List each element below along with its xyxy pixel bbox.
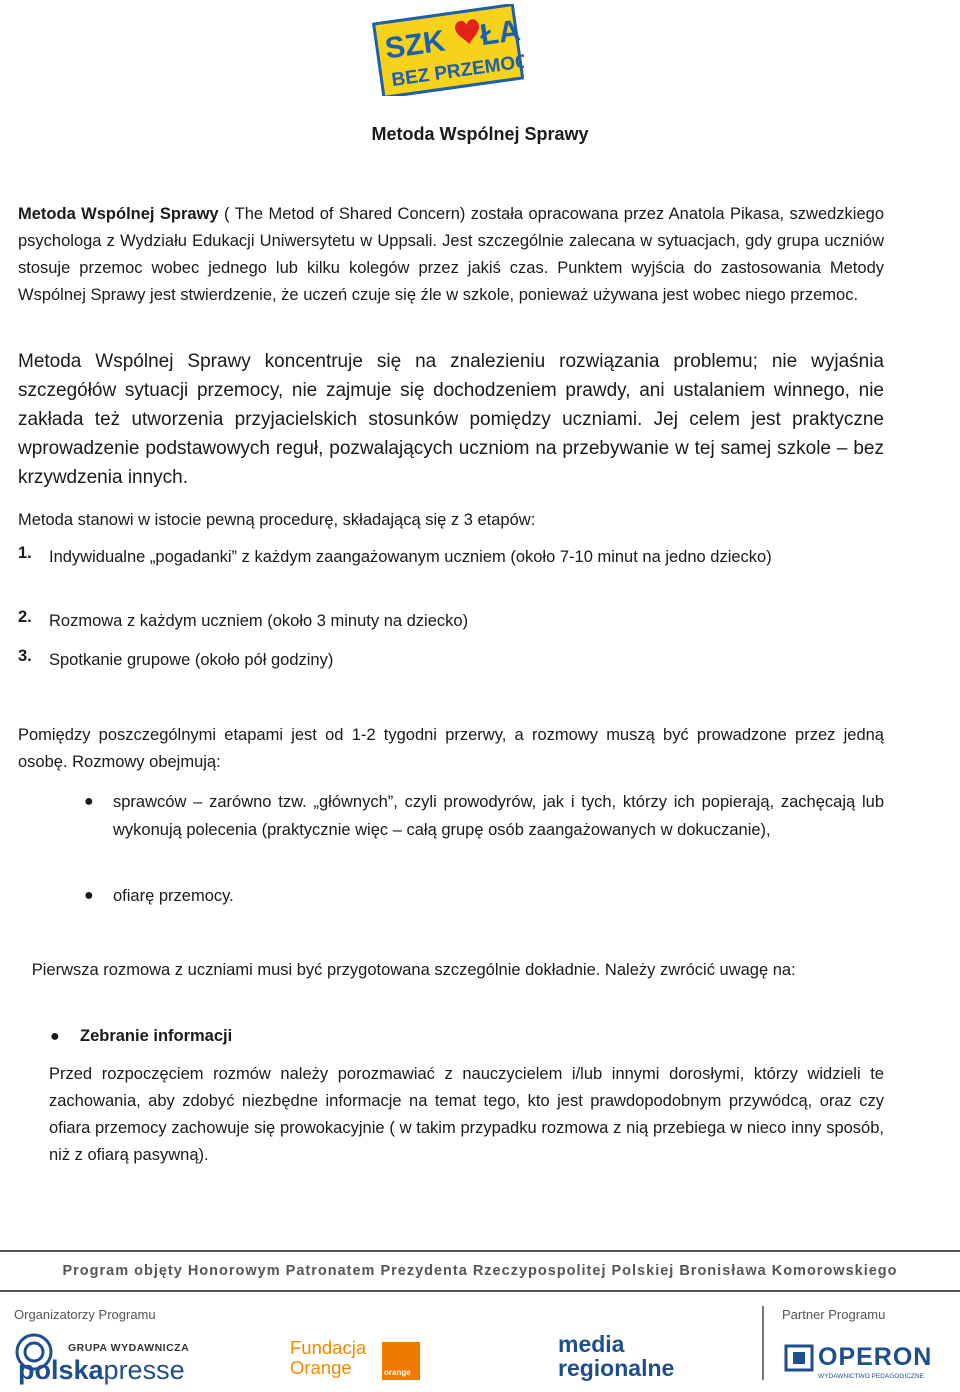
page-title: Metoda Wspólnej Sprawy [371,124,589,144]
polskapresse-logo: GRUPA WYDAWNICZA polskapresse [14,1330,214,1386]
operon-logo: OPERON WYDAWNICTWO PEDAGOGICZNE [784,1340,954,1388]
partner-label: Partner Programu [782,1307,886,1322]
stage-number: 2. [18,608,32,626]
organizers-label: Organizatorzy Programu [14,1307,156,1322]
operon-emblem-icon [784,1344,814,1372]
intro-paragraph [18,201,884,309]
svg-text:ŁA: ŁA [478,13,523,53]
patronage-text: Program objęty Honorowym Patronatem Prezydenta Rzeczypospolitej Polskiej Bronisława Komorowskiego [62,1263,898,1279]
stage-item: Rozmowa z każdym uczniem (około 3 minuty na dziecko) [49,612,469,630]
svg-text:SZK: SZK [382,24,447,66]
stage-number: 1. [18,544,32,562]
method-description-paragraph: Metoda Wspólnej Sprawy koncentruje się na znalezieniu rozwiązania problemu; nie wyjaśnia szczegółów sytuacji przemocy, nie zajmuje się dochodzeniem prawdy, ani ustalaniem winnego, nie zakłada też utworzenia przyjacielskich stosunków pomiędzy uczniami. Jej celem jest praktyczne wprowadzenie podstawowych reguł, pozwalających uczniom na przebywanie w tej samej szkole – bez krzywdzenia innych. [18,351,884,488]
stage-item: Spotkanie grupowe (około pół godziny) [49,651,334,669]
stage-item: Indywidualne „pogadanki” z każdym zaangażowanym uczniem (około 7-10 minut na jedno dziecko) [49,548,772,566]
section-heading: Zebranie informacji [80,1027,233,1045]
bullet-icon: ● [84,887,94,904]
footer-divider [0,1250,960,1252]
bullet-icon: ● [84,793,94,810]
first-conversation-paragraph: Pierwsza rozmowa z uczniami musi być przygotowana szczególnie dokładnie. Należy zwrócić uwagę na: [18,961,796,979]
szkola-bez-przemocy-logo [372,4,524,96]
media-regionalne-logo: media regionalne [558,1331,675,1381]
intro-text: ( The Metod of Shared Concern) została opracowana przez Anatola Pikasa, szwedzkiego psychologa z Wydziału Edukacji Uniwersytetu w Uppsali. Jest szczególnie zalecana w sytuacjach, gdy grupa uczniów stosuje przemoc wobec jednego lub kilku kolegów przez jakiś czas. Punktem wyjścia do zastosowania Metody Wspólnej Sprawy jest stwierdzenie, że uczeń czuje się źle w szkole, ponieważ używana jest wobec niego przemoc. [18,205,884,304]
stages-intro-paragraph: Metoda stanowi w istocie pewną procedurę, składającą się z 3 etapów: [18,511,536,529]
footer-divider [0,1290,960,1292]
list-item: ofiarę przemocy. [113,887,234,905]
intro-lead: Metoda Wspólnej Sprawy [18,205,219,223]
conversations-paragraph: Pomiędzy poszczególnymi etapami jest od 1-2 tygodni przerwy, a rozmowy muszą być prowadzone przez jedną osobę. Rozmowy obejmują: [18,726,884,771]
fundacja-orange-logo: Fundacja Orange orange [290,1338,440,1386]
section-text: Przed rozpoczęciem rozmów należy porozmawiać z nauczycielem i/lub innymi dorosłymi, którzy widzieli te zachowania, aby zdobyć niezbędne informacje na temat tego, kto jest prawdopodobnym przywódcą, oraz czy ofiara przemocy zachowuje się prowokacyjnie ( w takim przypadku rozmowa z nią przebiega w nieco inny sposób, niż z ofiarą pasywną). [49,1065,884,1164]
bullet-icon: ● [50,1028,60,1045]
orange-badge: orange [382,1342,420,1380]
svg-text:BEZ PRZEMOCY: BEZ PRZEMOCY [390,49,524,92]
stage-number: 3. [18,647,32,665]
list-item: sprawców – zarówno tzw. „głównych”, czyli prowodyrów, jak i tych, którzy ich popierają, zachęcają lub wykonują polecenia (praktycznie więc – całą grupę osób zaangażowanych w dokuczanie), [113,793,884,839]
footer-vertical-divider [762,1306,764,1380]
